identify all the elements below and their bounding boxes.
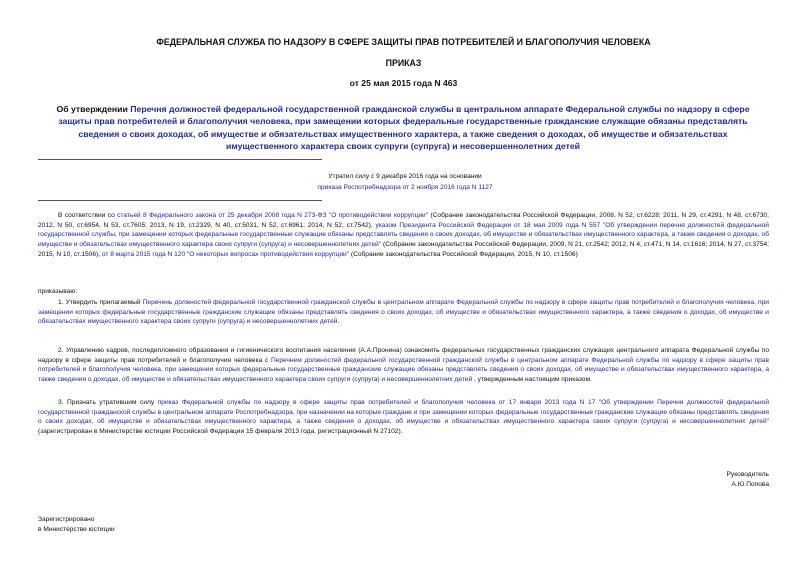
document-title <box>42 103 764 153</box>
item-2-text: 2. Управлению кадров, последипломного образования и гигиенического воспитания населения (А.А.Пронина) ознакомить федеральных государственных гражданских служащих центрального аппарата Федеральной службы по надзору в сфере защиты прав потребителей и благополучия человека с <box>38 347 769 364</box>
item-3-paragraph <box>38 398 769 437</box>
item-3-text: 3. Признать утратившим силу <box>58 399 158 406</box>
divider-bottom <box>38 200 322 201</box>
signature-role: Руководитель <box>726 471 769 478</box>
item-1-paragraph <box>38 298 769 327</box>
signature-name: А.Ю.Попова <box>731 481 769 488</box>
preamble-text-1: В соответствии со <box>58 212 118 219</box>
decree-120-link[interactable]: от 8 марта 2015 года N 120 "О некоторых вопросах противодействия коррупции" <box>101 250 350 258</box>
item-1-end: . <box>337 318 340 326</box>
item-1-text: 1. Утвердить прилагаемый <box>58 299 143 306</box>
preamble-text-2: (Собрание законодательства Российской Федерации, 2008, N 52, ст.6228; 2011, N 29, ст.4291, N 48, ст.6730; 2012, N 50, ст.6954, N 53, ст.7605; 2013, N 19, ст.2329, N 40, ст.5031, N 52, ст.6961; 2014, N 52, ст.7542), <box>38 212 769 229</box>
law-273-fz-link[interactable]: статьей 8 Федерального закона от 25 декабря 2008 года N 273-ФЗ "О противодействии коррупции" <box>117 212 429 219</box>
document-date-number: от 25 мая 2015 года N 463 <box>349 78 458 88</box>
status-note-line1: Утратил силу с 9 декабря 2016 года на основании <box>328 173 482 180</box>
item-2-end: , утвержденным настоящим приказом. <box>472 376 592 384</box>
registration-line-2: в Министерстве юстиции <box>38 526 115 533</box>
signature-block <box>727 470 769 490</box>
document-type-heading: ПРИКАЗ <box>385 58 422 68</box>
item-3-end: (зарегистрирован в Министерстве юстиции Российской Федерации 15 февраля 2013 года, регистрационный N 27102). <box>38 428 403 436</box>
preamble-text-3: (Собрание законодательства Российской Федерации, 2009, N 21, ст.2542; 2012, N 4, ст.471, N 14, ст.1616; 2014, N 27, ст.3754; 2015, N 10, ст.1506), <box>38 241 769 258</box>
divider-top <box>38 159 322 160</box>
item-2-list-link[interactable]: Перечнем должностей федеральной государственной гражданской службы в центральном аппарате Федеральной службы по надзору в сфере защиты прав потребителей и благополучия человека, при замещении которых федеральные государственные гражданские служащие обязаны представлять сведения о своих доходах, об имуществе и обязательствах имущественного характера, а также сведения о доходах, об имуществе и обязательствах имущественного характера своих супруги (супруга) и несовершеннолетних детей <box>38 356 769 384</box>
title-prefix: Об утверждении <box>56 104 131 114</box>
item-1-list-link[interactable]: Перечень должностей федеральной государственной гражданской службы в центральном аппарате Федеральной службы по надзору в сфере защиты прав потребителей и благополучия человека, при замещении которых федеральные государственные гражданские служащие обязаны представлять сведения о своих доходах, об имуществе и обязательствах имущественного характера, а также сведения о доходах, об имуществе и обязательствах имущественного характера своих супруги (супруга) и несовершеннолетних детей <box>38 299 769 326</box>
title-list-link[interactable]: Перечня должностей федеральной государственной гражданской службы в центральном аппарате Федеральной службы по надзору в сфере защиты прав потребителей и благополучия человека, при замещении которых федеральные государственные гражданские служащие обязаны представлять сведения о своих доходах, об имуществе и обязательствах имущественного характера, а также сведения о доходах, об имуществе и обязательствах имущественного характера своих супруги (супруга) и несовершеннолетних детей <box>58 104 750 152</box>
registration-block <box>38 515 115 535</box>
item-3-repealed-order-link[interactable]: приказ Федеральной службы по надзору в сфере защиты прав потребителей и благополучия человека от 17 января 2013 года N 17 "Об утверждении Перечня должностей федеральной государственной гражданской службы в центральном аппарате Роспотребнадзора, при назначении на которые граждане и при замещении которых федеральные государственные гражданские служащие обязаны представлять сведения о своих доходах, об имуществе и обязательствах имущественного характера, а также сведения о доходах, об имуществе и обязательствах имущественного характера своих супруги (супруга) и несовершеннолетних детей" <box>38 399 769 426</box>
preamble-text-4: (Собрание законодательства Российской Федерации, 2015, N 10, ст.1506) <box>349 250 578 258</box>
agency-heading: ФЕДЕРАЛЬНАЯ СЛУЖБА ПО НАДЗОРУ В СФЕРЕ ЗАЩИТЫ ПРАВ ПОТРЕБИТЕЛЕЙ И БЛАГОПОЛУЧИЯ ЧЕЛОВЕКА <box>156 37 651 47</box>
item-2-paragraph <box>38 346 769 385</box>
registration-line-1: Зарегистрировано <box>38 516 95 523</box>
decree-557-link[interactable]: указом Президента Российской Федерации от 18 мая 2009 года N 557 "Об утверждении перечня должностей федеральной государственной службы, при замещении которых федеральные государственные служащие обязаны представлять сведения о своих доходах, об имуществе и обязательствах имущественного характера, а также сведения о доходах, об имуществе и обязательствах имущественного характера своих супруги (супруга) и несовершеннолетних детей" <box>38 221 769 249</box>
status-note-repeal-link[interactable]: приказа Роспотребнадзора от 2 ноября 2016 года N 1127 <box>317 184 493 191</box>
preamble-paragraph <box>38 211 769 260</box>
order-word: приказываю: <box>38 288 78 295</box>
